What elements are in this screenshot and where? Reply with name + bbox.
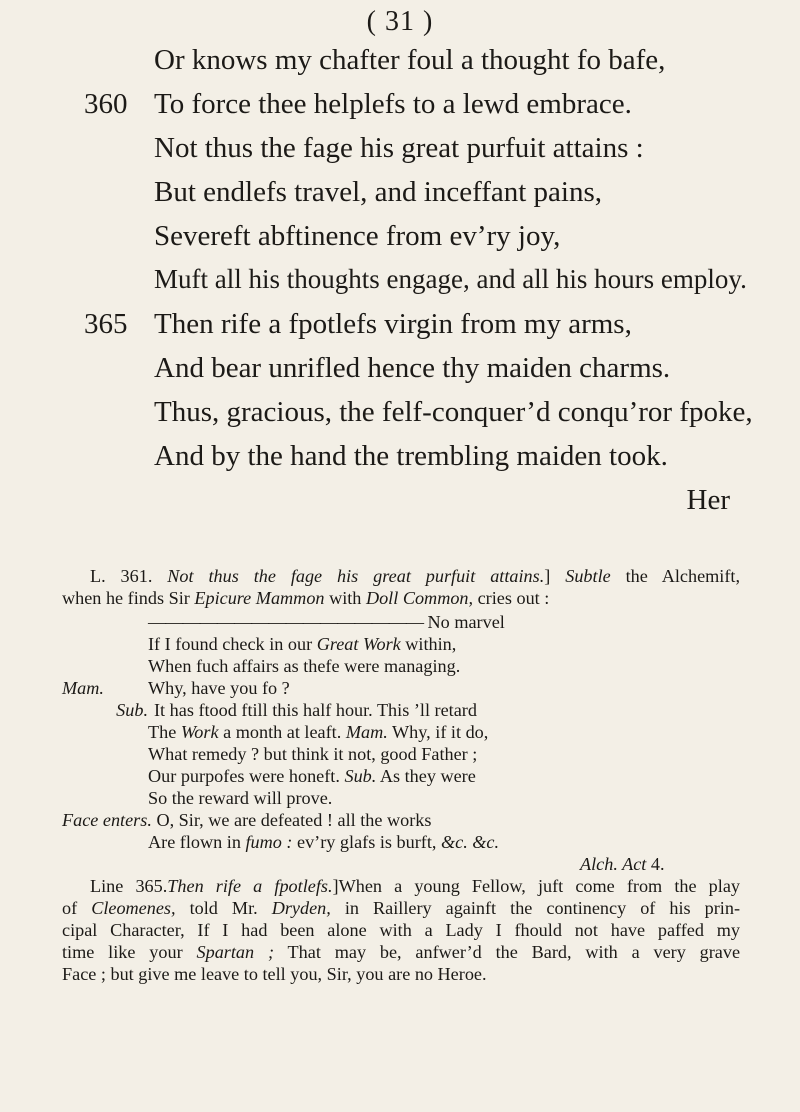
- note-text: time like your: [62, 942, 183, 962]
- quote-text: Why, have you fo ?: [148, 678, 290, 698]
- line-number: 360: [84, 88, 128, 120]
- source-italic: Alch. Act: [580, 854, 647, 874]
- note-text: when he finds Sir: [62, 588, 190, 608]
- note-line: [62, 920, 740, 941]
- note-line: [62, 964, 487, 985]
- note-text: of: [62, 898, 78, 918]
- verse-line: [0, 396, 800, 440]
- bracket: ]: [544, 566, 551, 586]
- quote-text: Why, if it do,: [387, 722, 489, 742]
- note-italic: Epicure Mammon: [194, 588, 325, 608]
- verse-text: Muft all his thoughts engage, and all his hours employ.: [154, 264, 747, 294]
- line-number: 365: [84, 308, 128, 340]
- verse-text: And bear unrifled hence thy maiden charms.: [154, 352, 671, 384]
- quote-line: [148, 766, 476, 787]
- quote-text: The: [148, 722, 181, 742]
- verse-line: [0, 132, 800, 176]
- verse-text: And by the hand the trembling maiden took.: [154, 440, 668, 472]
- verse-line: [0, 308, 800, 352]
- quote-line: [148, 788, 332, 809]
- note-italic: Subtle: [565, 566, 611, 586]
- verse-text: Or knows my chafter foul a thought fo bafe,: [154, 44, 666, 76]
- quote-text: Our purpofes were honeft.: [148, 766, 345, 786]
- note-italic: Dryden,: [271, 898, 331, 918]
- note-ref: L. 361.: [90, 566, 153, 586]
- note-text: ]When a young Fellow, juft come from the play: [332, 876, 740, 896]
- note-line: [90, 566, 740, 587]
- note-text: the Alchemift,: [625, 566, 741, 586]
- note-text: cipal Character, If I had been alone with a Lady I fhould not have paffed my: [62, 920, 740, 940]
- speaker: Mam.: [62, 678, 104, 698]
- quote-text: within,: [400, 634, 457, 654]
- page-number: ( 31 ): [366, 6, 434, 37]
- quote-line: [148, 656, 460, 677]
- quote-italic: &c. &c.: [440, 832, 500, 852]
- quote-line: [148, 634, 456, 655]
- verse-text: Thus, gracious, the felf-conquer’d conqu’ror fpoke,: [154, 396, 753, 428]
- note-text: That may be, anfwer’d the Bard, with a very grave: [287, 942, 741, 962]
- note-lemma: Then rife a fpotlefs.: [167, 876, 333, 896]
- note-line: [62, 942, 740, 963]
- quote-line: [148, 722, 488, 743]
- verse-text: Not thus the fage his great purfuit attains :: [154, 132, 644, 164]
- quote-dash: ————————————————: [148, 612, 423, 632]
- quote-text: What remedy ? but think it not, good Father ;: [148, 744, 478, 764]
- note-lemma: Not thus the fage his great purfuit attains.: [167, 566, 545, 586]
- quote-text: So the reward will prove.: [148, 788, 333, 808]
- quote-line: [148, 832, 499, 853]
- quote-line: [62, 700, 477, 721]
- note-italic: Cleomenes,: [91, 898, 176, 918]
- verse-line: [0, 88, 800, 132]
- quote-text: Are flown in: [148, 832, 246, 852]
- note-line: [62, 588, 549, 609]
- quote-text: No marvel: [427, 612, 505, 632]
- verse-line: [0, 220, 800, 264]
- verse-line: [0, 264, 800, 308]
- quote-italic: Sub.: [344, 766, 377, 786]
- verse-line: [0, 352, 800, 396]
- quote-text: When fuch affairs as thefe were managing.: [148, 656, 461, 676]
- verse-line: [0, 176, 800, 220]
- quote-italic: Great Work: [316, 634, 401, 654]
- note-text: Line 365.: [90, 876, 168, 896]
- quote-text: O, Sir, we are defeated ! all the works: [156, 810, 432, 830]
- note-text: cries out :: [477, 588, 550, 608]
- note-line: [62, 898, 740, 919]
- quote-text: As they were: [376, 766, 476, 786]
- quote-text: a month at leaft.: [218, 722, 346, 742]
- quote-line: [62, 810, 431, 831]
- quote-italic: fumo :: [245, 832, 293, 852]
- source-number: 4.: [650, 854, 665, 874]
- note-text: with: [329, 588, 362, 608]
- quote-line: [62, 678, 290, 699]
- note-italic: Doll Common,: [365, 588, 474, 608]
- verse-text: To force thee helplefs to a lewd embrace.: [154, 88, 632, 120]
- quote-text: It has ftood ftill this half hour. This ’ll retard: [154, 700, 477, 720]
- verse-text: Then rife a fpotlefs virgin from my arms,: [154, 308, 632, 340]
- verse-text: But endlefs travel, and inceffant pains,: [154, 176, 603, 208]
- quote-italic: Mam.: [345, 722, 388, 742]
- note-text: in Raillery againft the continency of his prin-: [344, 898, 740, 918]
- quote-italic: Work: [180, 722, 219, 742]
- note-text: told Mr.: [189, 898, 258, 918]
- quote-line: [148, 744, 477, 765]
- quote-text: If I found check in our: [148, 634, 317, 654]
- verse-line: [0, 440, 800, 484]
- note-italic: Spartan ;: [196, 942, 275, 962]
- speaker: Face enters.: [62, 810, 152, 830]
- quote-text: ev’ry glafs is burft,: [292, 832, 441, 852]
- verse-text: Severeft abftinence from ev’ry joy,: [154, 220, 561, 252]
- note-text: Face ; but give me leave to tell you, Sir, you are no Heroe.: [62, 964, 487, 984]
- verse-line: [0, 44, 800, 88]
- speaker: Sub.: [116, 700, 148, 720]
- catchword: Her: [686, 484, 730, 516]
- quote-line: [148, 612, 505, 633]
- quote-source: [580, 854, 665, 875]
- note-line: [90, 876, 740, 897]
